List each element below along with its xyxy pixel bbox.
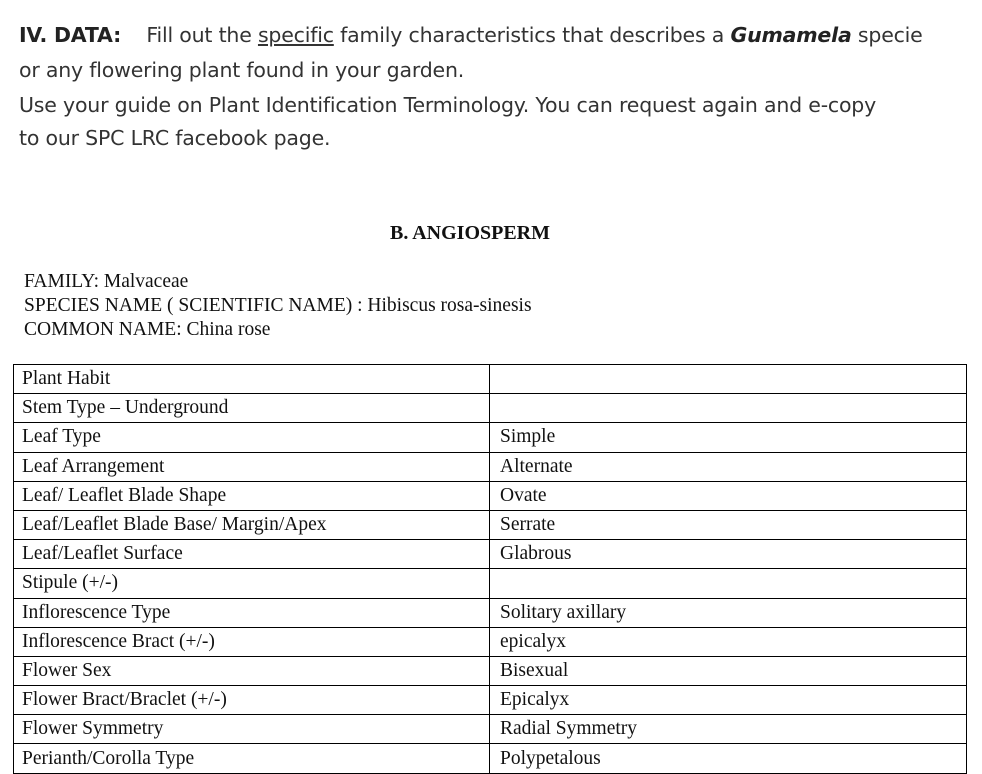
trait-value-cell[interactable]: Polypetalous <box>490 744 967 773</box>
instructions-line-4: to our SPC LRC facebook page. <box>19 126 331 150</box>
table-row <box>14 656 967 685</box>
trait-label-cell: Leaf Type <box>14 423 490 452</box>
common-name-line: COMMON NAME: China rose <box>24 319 271 340</box>
table-row <box>14 423 967 452</box>
table-row <box>14 627 967 656</box>
trait-label-cell: Leaf/Leaflet Blade Base/ Margin/Apex <box>14 510 490 539</box>
table-row <box>14 510 967 539</box>
trait-label-cell: Inflorescence Type <box>14 598 490 627</box>
trait-value-cell[interactable]: Solitary axillary <box>490 598 967 627</box>
trait-value-cell[interactable]: Ovate <box>490 481 967 510</box>
trait-label-cell: Plant Habit <box>14 365 490 394</box>
table-row <box>14 744 967 773</box>
trait-label-cell: Stipule (+/-) <box>14 569 490 598</box>
trait-label-cell: Leaf/Leaflet Surface <box>14 540 490 569</box>
table-row <box>14 540 967 569</box>
plant-identity <box>24 270 532 342</box>
instructions-text: specie <box>857 23 923 47</box>
instructions-line-3: Use your guide on Plant Identification Terminology. You can request again and e-copy <box>19 93 877 117</box>
underlined-word: specific <box>257 23 334 47</box>
table-row <box>14 394 967 423</box>
table-row <box>14 598 967 627</box>
table-row <box>14 686 967 715</box>
trait-value-cell[interactable]: Simple <box>490 423 967 452</box>
trait-label-cell: Flower Symmetry <box>14 715 490 744</box>
species-line: SPECIES NAME ( SCIENTIFIC NAME) : Hibiscus rosa-sinesis <box>24 295 532 316</box>
plant-name-emphasis: Gumamela <box>730 23 852 47</box>
trait-label-cell: Inflorescence Bract (+/-) <box>14 627 490 656</box>
instructions-text: Fill out the <box>146 23 252 47</box>
trait-label-cell: Perianth/Corolla Type <box>14 744 490 773</box>
characteristics-table <box>13 364 967 774</box>
table-row <box>14 452 967 481</box>
instructions-line-1 <box>19 18 969 53</box>
trait-value-cell[interactable] <box>490 394 967 423</box>
table-row <box>14 715 967 744</box>
trait-label-cell: Flower Sex <box>14 656 490 685</box>
instructions-block <box>19 18 969 154</box>
trait-value-cell[interactable]: Glabrous <box>490 540 967 569</box>
trait-label-cell: Stem Type – Underground <box>14 394 490 423</box>
instructions-line-2: or any flowering plant found in your garden. <box>19 58 465 82</box>
section-heading: IV. DATA: <box>19 23 122 47</box>
family-line: FAMILY: Malvaceae <box>24 271 189 292</box>
trait-label-cell: Leaf Arrangement <box>14 452 490 481</box>
trait-value-cell[interactable]: epicalyx <box>490 627 967 656</box>
trait-label-cell: Leaf/ Leaflet Blade Shape <box>14 481 490 510</box>
table-row <box>14 569 967 598</box>
trait-value-cell[interactable]: Bisexual <box>490 656 967 685</box>
trait-value-cell[interactable] <box>490 569 967 598</box>
instructions-text: family characteristics that describes a <box>340 23 725 47</box>
trait-value-cell[interactable]: Epicalyx <box>490 686 967 715</box>
characteristics-table-body <box>14 365 967 774</box>
table-row <box>14 481 967 510</box>
trait-value-cell[interactable]: Serrate <box>490 510 967 539</box>
trait-value-cell[interactable]: Radial Symmetry <box>490 715 967 744</box>
trait-value-cell[interactable]: Alternate <box>490 452 967 481</box>
trait-label-cell: Flower Bract/Braclet (+/-) <box>14 686 490 715</box>
section-title: B. ANGIOSPERM <box>389 222 551 244</box>
trait-value-cell[interactable] <box>490 365 967 394</box>
table-row <box>14 365 967 394</box>
